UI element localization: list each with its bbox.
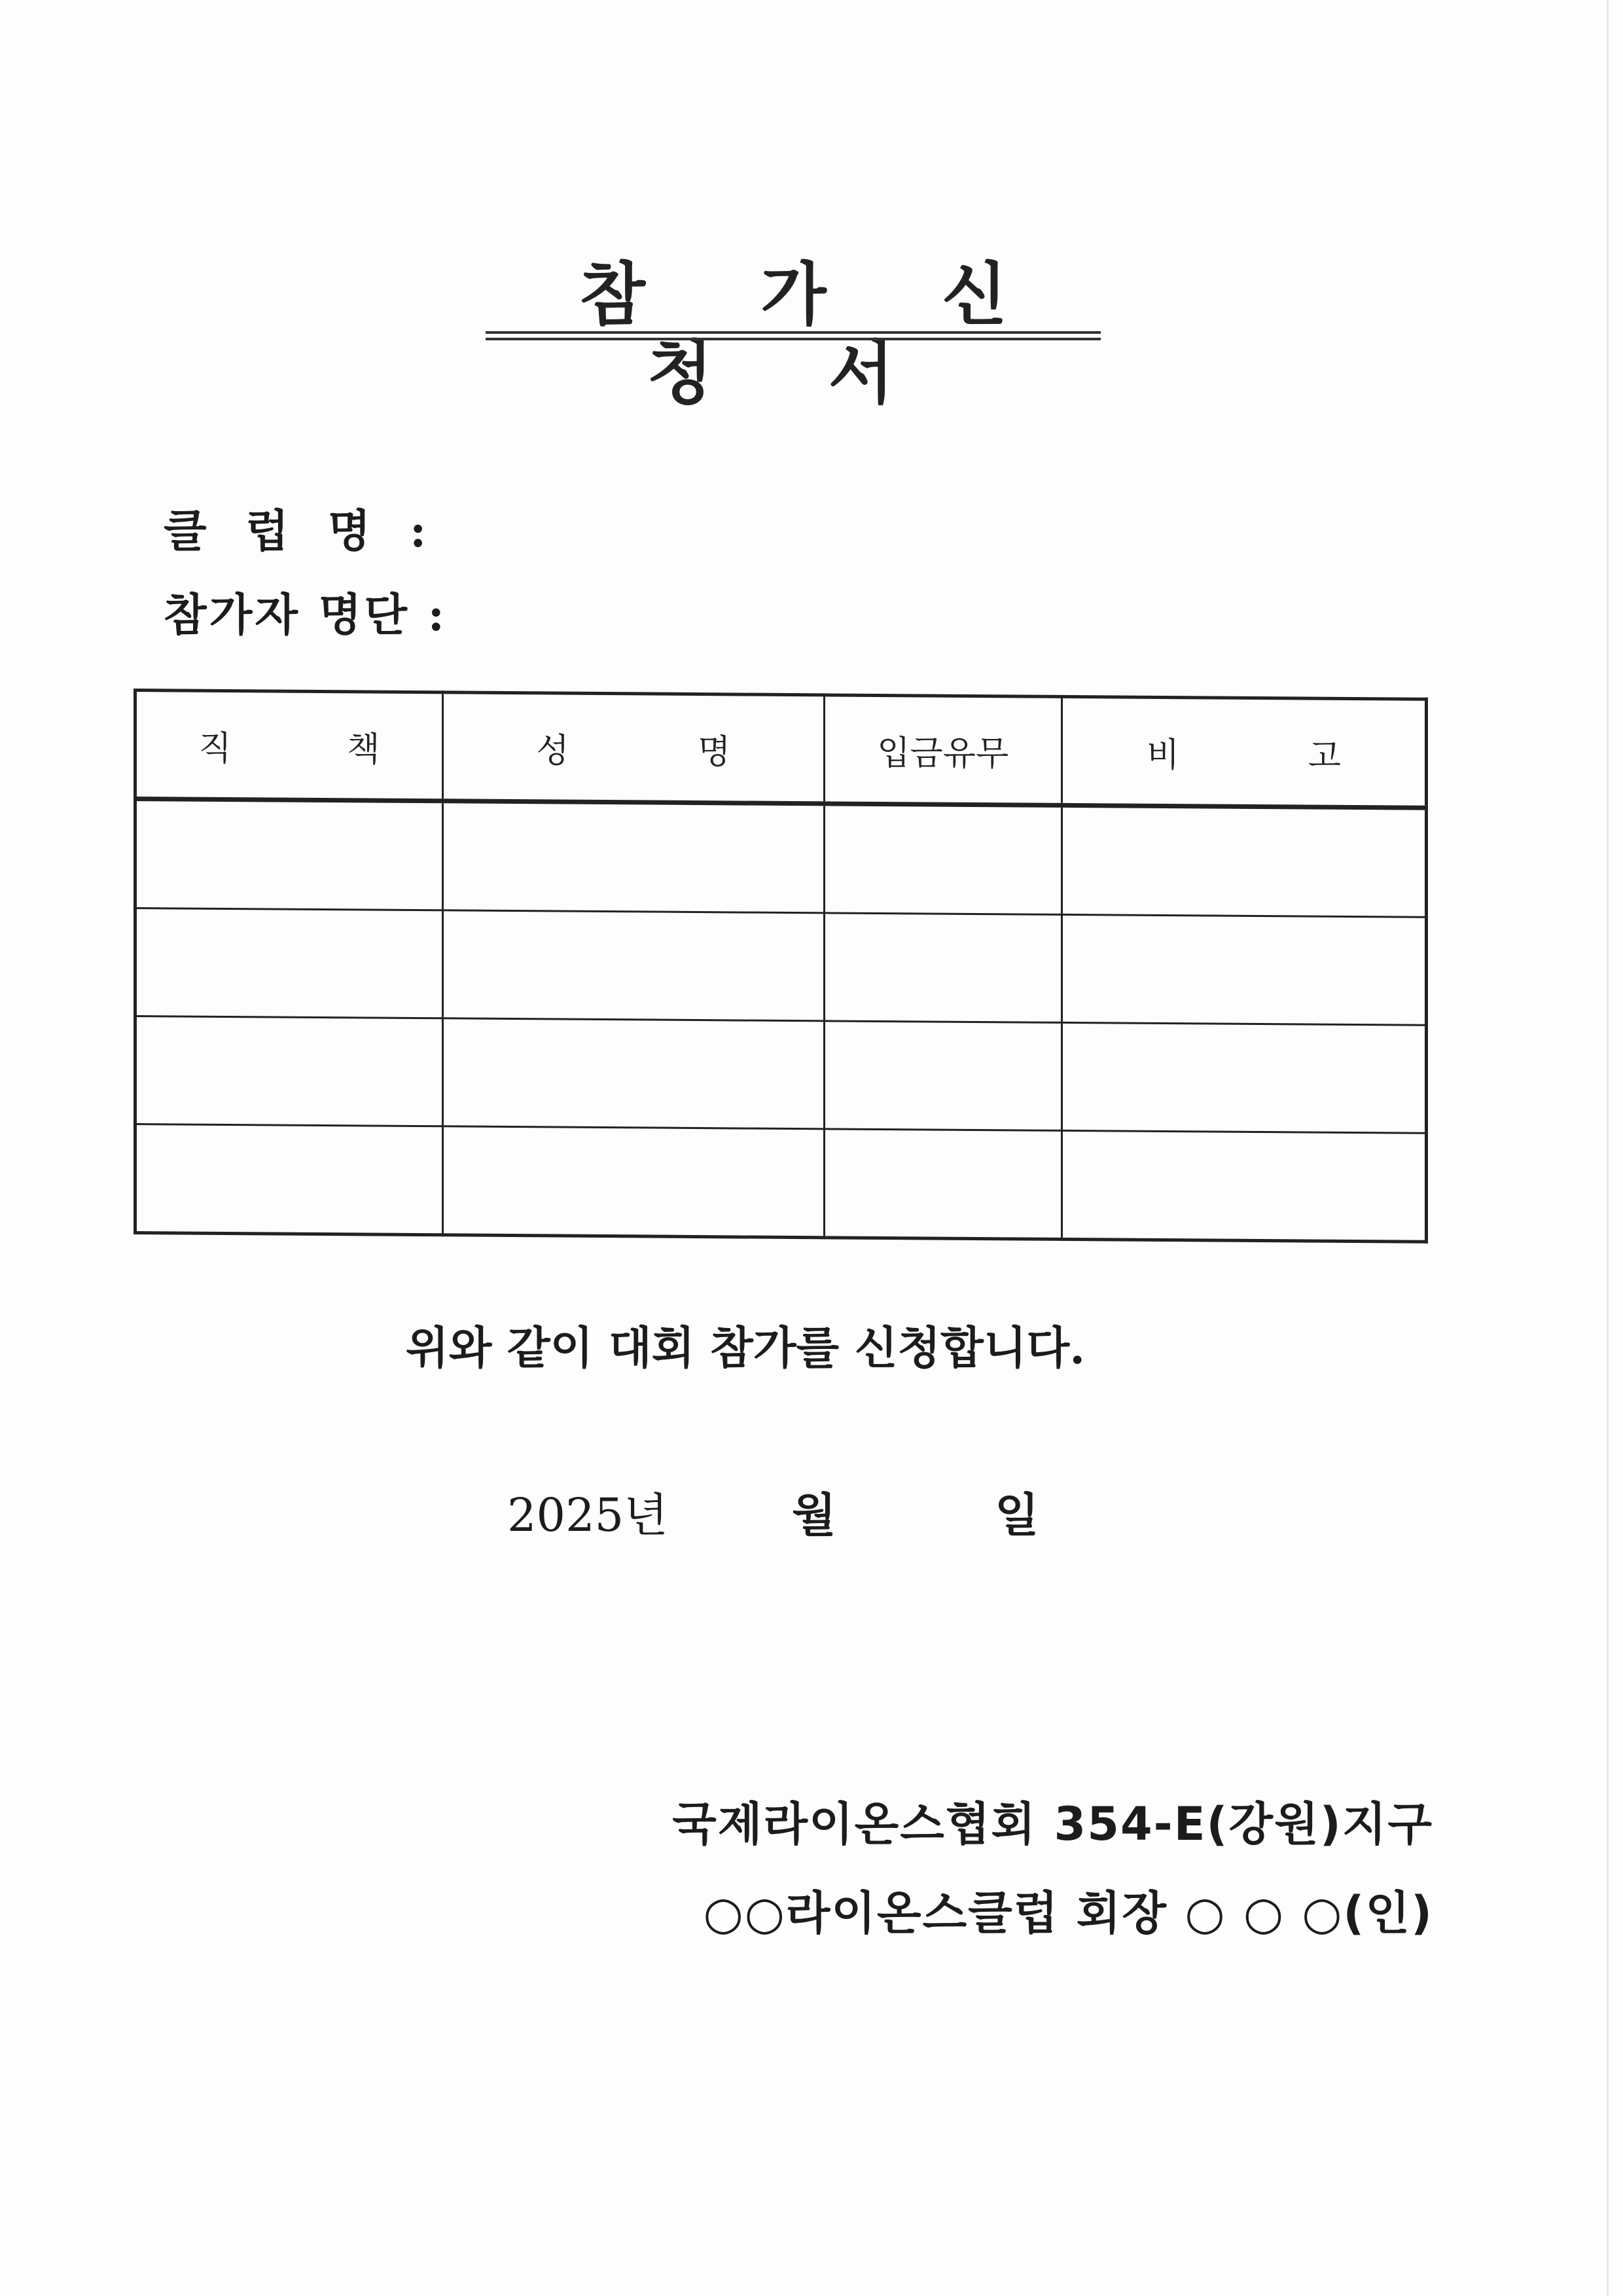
cell-name[interactable] xyxy=(443,1018,825,1129)
table-row xyxy=(135,799,1427,918)
cell-remarks[interactable] xyxy=(1061,1022,1426,1133)
table-row xyxy=(135,1124,1427,1242)
cell-position[interactable] xyxy=(135,908,443,1018)
header-name: 성 명 xyxy=(443,692,825,804)
application-statement: 위와 같이 대회 참가를 신청합니다. xyxy=(406,1322,1086,1374)
participant-list-label: 참가자 명단 : xyxy=(164,589,447,641)
club-name-label: 클 럽 명 : xyxy=(164,505,438,558)
cell-name[interactable] xyxy=(443,1126,825,1238)
date-month: 월 xyxy=(792,1488,836,1542)
participant-table xyxy=(134,689,1428,1244)
cell-payment-status[interactable] xyxy=(824,1129,1061,1240)
signer-club-president: ○○라이온스클럽 회장 ○ ○ ○(인) xyxy=(703,1886,1433,1940)
cell-position[interactable] xyxy=(135,1124,443,1235)
form-title: 참 가 신 청 서 xyxy=(579,255,1054,413)
signer-organization: 국제라이온스협회 354-E(강원)지구 xyxy=(672,1797,1433,1851)
cell-remarks[interactable] xyxy=(1061,914,1426,1025)
cell-name[interactable] xyxy=(443,910,825,1021)
cell-name[interactable] xyxy=(443,801,825,913)
title-double-underline xyxy=(486,331,1101,340)
date-day: 일 xyxy=(995,1488,1039,1542)
header-position: 직 책 xyxy=(135,691,443,801)
date-year: 2025년 xyxy=(507,1488,668,1542)
table-row xyxy=(135,1016,1427,1134)
scan-edge xyxy=(1607,0,1609,2296)
cell-position[interactable] xyxy=(135,799,443,910)
cell-position[interactable] xyxy=(135,1016,443,1126)
header-remarks: 비 고 xyxy=(1061,696,1426,808)
cell-payment-status[interactable] xyxy=(824,804,1061,915)
table-header-row xyxy=(135,691,1427,808)
header-payment-status: 입금유무 xyxy=(824,695,1061,806)
cell-remarks[interactable] xyxy=(1061,805,1426,917)
table-row xyxy=(135,908,1427,1026)
cell-payment-status[interactable] xyxy=(824,1021,1061,1131)
cell-payment-status[interactable] xyxy=(824,913,1061,1023)
cell-remarks[interactable] xyxy=(1061,1130,1426,1242)
